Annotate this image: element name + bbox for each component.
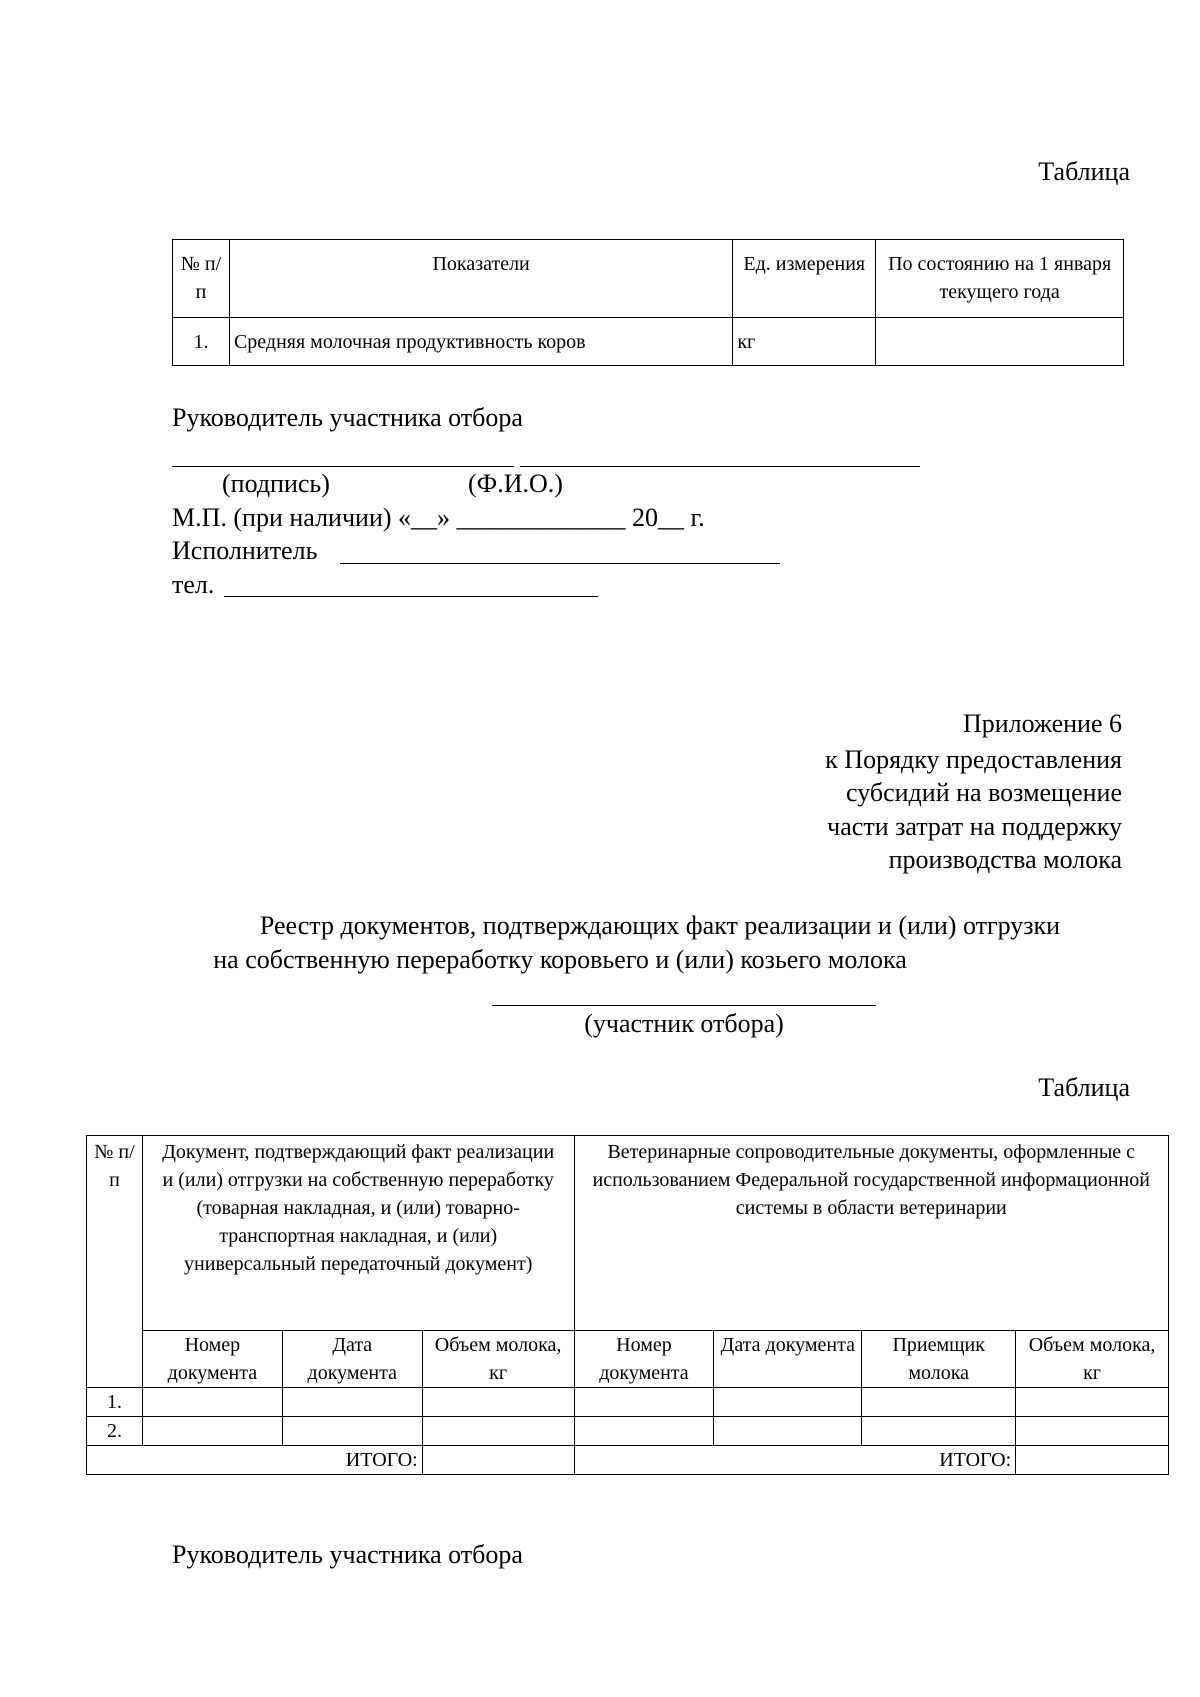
table2-caption: Таблица — [1038, 1073, 1130, 1102]
signature-label: (подпись) — [222, 469, 330, 498]
registry-title-line2: на собственную переработку коровьего и (или) козьего молока — [213, 945, 907, 974]
row-num: 1. — [87, 1388, 143, 1417]
registry-table — [86, 1135, 1169, 1475]
header-sales-document: Документ, подтверждающий факт реализации и (или) отгрузки на собственную переработку (товарная накладная, и (или) товарно-транспортная накладная, и (или) универсальный передаточный документ) — [142, 1136, 574, 1331]
subheader: Объем молока, кг — [422, 1331, 574, 1388]
appendix-line: субсидий на возмещение — [846, 778, 1122, 807]
row-num: 2. — [87, 1417, 143, 1446]
executor-line — [340, 563, 780, 564]
head-label: Руководитель участника отбора — [172, 403, 523, 432]
subheader: Номер документа — [142, 1331, 282, 1388]
header-unit: Ед. измерения — [733, 240, 876, 318]
signature-line — [172, 466, 514, 467]
stamp-date-line: М.П. (при наличии) «__» _____________ 20__ г. — [172, 503, 705, 532]
header-vet-documents: Ветеринарные сопроводительные документы, оформленные с использованием Федеральной государственной информационной системы в области ветеринарии — [574, 1136, 1169, 1331]
table1-caption: Таблица — [1038, 157, 1130, 186]
header-value: По состоянию на 1 января текущего года — [876, 240, 1124, 318]
appendix-line: производства молока — [888, 845, 1122, 874]
registry-title-line1: Реестр документов, подтверждающих факт реализации и (или) отгрузки — [259, 911, 1061, 940]
table-row — [173, 318, 1124, 366]
row-value — [876, 318, 1124, 366]
table-row — [87, 1388, 1169, 1417]
total-label: ИТОГО: — [87, 1446, 423, 1475]
table-row — [87, 1417, 1169, 1446]
fio-label: (Ф.И.О.) — [468, 469, 563, 498]
row-num: 1. — [173, 318, 230, 366]
subheader: Дата документа — [714, 1331, 862, 1388]
subheader: Дата документа — [282, 1331, 422, 1388]
head-label: Руководитель участника отбора — [172, 1540, 523, 1569]
header-num: № п/п — [173, 240, 230, 318]
header-indicator: Показатели — [229, 240, 732, 318]
row-indicator: Средняя молочная продуктивность коров — [229, 318, 732, 366]
header-num: № п/п — [87, 1136, 143, 1388]
phone-label: тел. — [172, 570, 215, 599]
executor-label: Исполнитель — [172, 536, 318, 565]
subheader: Объем молока, кг — [1016, 1331, 1169, 1388]
row-unit: кг — [733, 318, 876, 366]
fio-line — [520, 466, 920, 467]
indicators-table — [172, 239, 1124, 366]
total-label: ИТОГО: — [574, 1446, 1016, 1475]
participant-line — [492, 1005, 876, 1006]
subheader: Приемщик молока — [862, 1331, 1016, 1388]
subheader: Номер документа — [574, 1331, 714, 1388]
appendix-title: Приложение 6 — [962, 709, 1122, 738]
appendix-line: части затрат на поддержку — [827, 812, 1122, 841]
appendix-line: к Порядку предоставления — [825, 745, 1122, 774]
participant-label: (участник отбора) — [584, 1009, 784, 1038]
phone-line — [224, 596, 598, 597]
total-row — [87, 1446, 1169, 1475]
